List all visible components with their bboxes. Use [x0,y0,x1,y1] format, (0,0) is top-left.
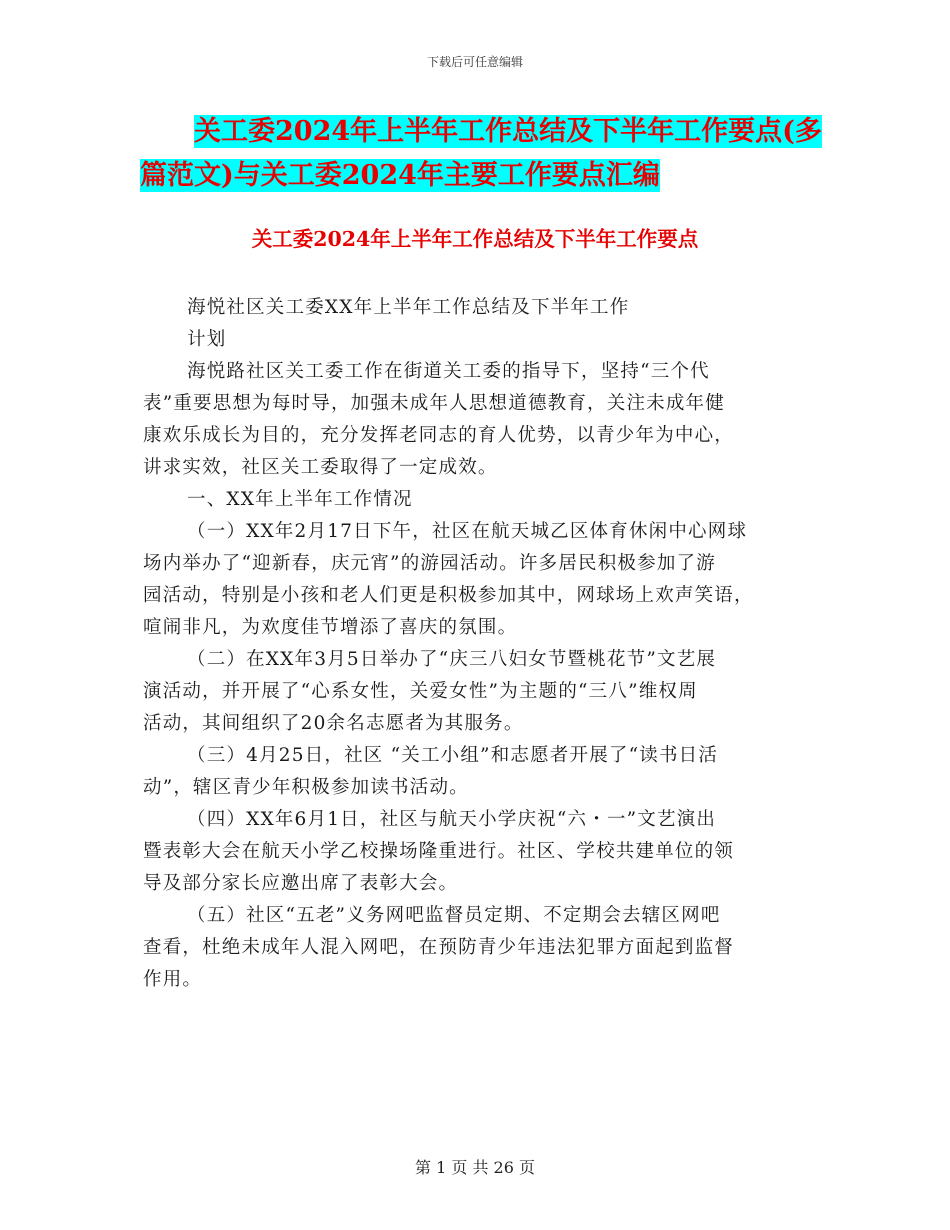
body-line: （五）社区“五老”义务网吧监督员定期、不定期会去辖区网吧 [187,905,721,926]
title-line-1 [140,110,830,154]
header-note: 下载后可任意编辑 [426,55,523,69]
body-line: 活动，其间组织了20余名志愿者为其服务。 [143,713,524,734]
body-line: （二）在XX年3月5日举办了“庆三八妇女节暨桃花节”文艺展 [187,649,717,670]
body-line: 演活动，并开展了“心系女性，关爱女性”为主题的“三八”维权周 [143,681,698,702]
body-line: 喧闹非凡，为欢度佳节增添了喜庆的氛围。 [143,617,518,638]
document-body [143,292,813,996]
body-line: 园活动，特别是小孩和老人们更是积极参加其中，网球场上欢声笑语， [143,585,754,606]
section-title: 关工委2024年上半年工作总结及下半年工作要点 [251,227,699,251]
page-footer: 第 1 页 共 26 页 [415,1158,535,1177]
body-line: 康欢乐成长为目的，充分发挥老同志的育人优势，以青少年为中心， [143,425,735,446]
body-line: 海悦社区关工委XX年上半年工作总结及下半年工作 [187,297,630,318]
body-line: 作用。 [143,969,203,990]
body-line: 场内举办了“迎新春，庆元宵”的游园活动。许多居民积极参加了游 [143,553,716,574]
body-line: （三）4月25日，社区 “关工小组”和志愿者开展了“读书日活 [187,745,719,766]
document-title [140,110,830,198]
body-line: （四）XX年6月1日，社区与航天小学庆祝“六・一”文艺演出 [187,809,717,830]
title-line-1-text: 关工委2024年上半年工作总结及下半年工作要点(多 [194,116,822,147]
body-line: 暨表彰大会在航天小学乙校操场隆重进行。社区、学校共建单位的领 [143,841,735,862]
body-line: 导及部分家长应邀出席了表彰大会。 [143,873,459,894]
body-line: 表”重要思想为每时导，加强未成年人思想道德教育，关注未成年健 [143,393,725,414]
body-line: 一、XX年上半年工作情况 [187,489,413,510]
body-line: 动”，辖区青少年积极参加读书活动。 [143,777,469,798]
title-line-2 [140,154,830,198]
body-line: 海悦路社区关工委工作在街道关工委的指导下，坚持“三个代 [187,361,710,382]
body-line: 查看，杜绝未成年人混入网吧，在预防青少年违法犯罪方面起到监督 [143,937,735,958]
body-line: 讲求实效，社区关工委取得了一定成效。 [143,457,498,478]
body-line: （一）XX年2月17日下午，社区在航天城乙区体育休闲中心网球 [187,521,748,542]
body-line: 计划 [187,329,227,350]
title-line-2-text: 篇范文)与关工委2024年主要工作要点汇编 [140,160,660,191]
